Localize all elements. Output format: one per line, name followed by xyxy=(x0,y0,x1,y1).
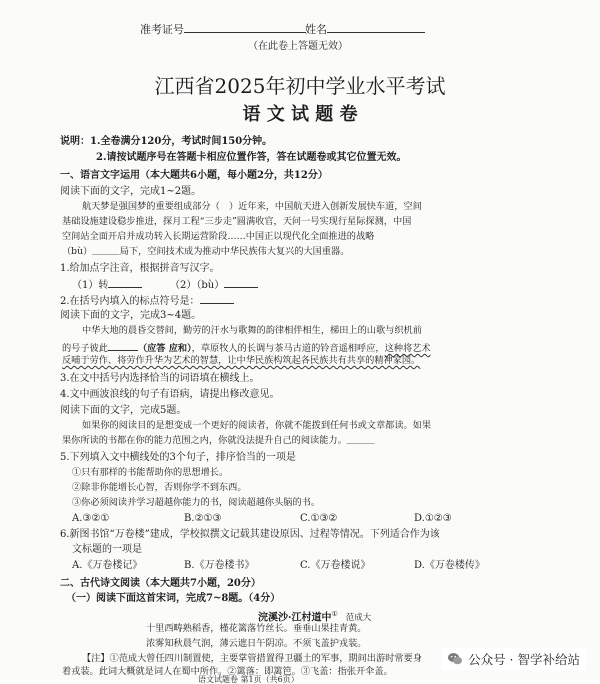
answer-blank xyxy=(108,277,142,288)
instructions-label: 说明： xyxy=(60,136,90,147)
wechat-watermark xyxy=(441,648,586,670)
question-4: 4.文中画波浪线的句子有语病，请提出修改意见。 xyxy=(60,389,280,400)
q5-choice-c: C.①③② xyxy=(300,513,338,524)
question-6: 6.新图书馆“万卷楼”建成，学校拟撰文记载其建设原因、过程等情况。下列适合作为该 xyxy=(60,529,440,540)
section1-heading: 一、语言文字运用（本大题共6小题，每小题2分，共12分） xyxy=(60,170,328,181)
admission-number-row xyxy=(140,21,306,37)
passage2-line: 中华大地的晨昏交替间，勤劳的汗水与歌舞的韵律相伴相生，梯田上的山歌与织机前 xyxy=(82,325,422,336)
passage2-line xyxy=(62,355,420,367)
poem-note: 【注】①范成大曾任四川制置使，主要掌管措置得卫疆土的军事，期间出游时常要身 xyxy=(82,653,422,664)
section2-subheading: （一）阅读下面这首宋词，完成7~8题。（4分） xyxy=(66,593,281,604)
passage1-line: 航天梦是强国梦的重要组成部分（ ）近年来，中国航天进入创新发展快车道，空间 xyxy=(82,201,422,212)
poem-line: 十里西畴熟稻香，槿花篱落竹丝长。垂垂山果挂青黄。 xyxy=(146,623,367,634)
read-instruction-3: 阅读下面的文字，完成5题。 xyxy=(60,405,187,416)
poem-footnote-mark: ① xyxy=(331,610,338,618)
exam-subtitle: 语 文 试 题 卷 xyxy=(242,104,358,125)
passage1-line: 基础设施建设稳步推进，探月工程“三步走”圆满收官，天问一号实现行星际探测，中国 xyxy=(62,216,412,227)
exam-title: 江西省2025年初中学业水平考试 xyxy=(154,74,446,98)
question-5: 5.下列填入文中横线处的3个句子，排序恰当的一项是 xyxy=(60,452,296,463)
name-blank xyxy=(327,21,425,33)
poem-line: 浓雾知秋晨气润，薄云遮日午阴凉。不须飞盖护戎装。 xyxy=(146,638,367,649)
q6-choice-d: D.《万卷楼传》 xyxy=(414,560,485,571)
question-1a-label: （1）转 xyxy=(72,280,109,291)
question-1b xyxy=(170,277,258,292)
instruction-1-text: 1.全卷满分120分，考试时间150分钟。 xyxy=(90,136,273,147)
q5-choice-b: B.②①③ xyxy=(184,513,222,524)
question-1b-label: （2）（bù） xyxy=(170,280,225,291)
q5-choice-d: D.①②③ xyxy=(414,513,452,524)
poem-author: 范成大 xyxy=(345,613,372,624)
read-instruction-2: 阅读下面的文字，完成3~4题。 xyxy=(60,310,202,321)
answer-notice: （在此卷上答题无效） xyxy=(248,41,348,52)
word-choice: （应答 应和） xyxy=(137,343,192,354)
watermark-text: 公众号 · 智学补给站 xyxy=(468,652,580,667)
read-instruction-1: 阅读下面的文字，完成1~2题。 xyxy=(60,186,202,197)
answer-blank xyxy=(108,340,138,351)
wechat-icon xyxy=(447,651,463,667)
passage3-line: 如果你的阅读目的是想变成一个更好的阅读者，你就不能拨到任何书或文章都读。如果 xyxy=(82,420,432,431)
name-row xyxy=(305,21,425,37)
q6-choice-c: C.《万卷楼说》 xyxy=(300,560,371,571)
q5-option: ③你必须阅读并学习超越你能力的书，阅读超越你头脑的书。 xyxy=(72,497,321,508)
answer-blank xyxy=(200,293,234,304)
q6-choice-a: A.《万卷楼记》 xyxy=(72,560,143,571)
wavy-sentence: 这种将艺术 xyxy=(384,343,431,354)
poem-note: 着戎装。此词大概就是词人在蜀中所作。②篱落：即篱笆。③飞盖：指张开伞盖。 xyxy=(62,666,393,677)
wavy-sentence: 反哺于劳作、将劳作升华为艺术的智慧，让中华民族构筑起各民族共有共享的精神家园。 xyxy=(62,355,421,366)
passage1-line: （bù）＿＿＿局下，空间技术成为推动中华民族伟大复兴的大国重器。 xyxy=(62,246,350,257)
question-2 xyxy=(60,293,234,308)
question-2-label: 2.在括号内填入的标点符号是： xyxy=(60,296,200,307)
answer-blank xyxy=(224,277,258,288)
question-1a xyxy=(72,277,142,292)
admission-blank xyxy=(184,21,306,33)
q5-choice-a: A.③②① xyxy=(72,513,110,524)
name-label: 姓名 xyxy=(305,23,327,36)
q5-option: ②除非你能增长心智，否则你学不到东西。 xyxy=(72,482,247,493)
passage1-line: 空间站全面开启并成功转入长期运营阶段……中国正以现代化全面推进的战略 xyxy=(62,231,375,242)
passage2-line xyxy=(62,340,431,355)
question-1: 1.给加点字注音，根据拼音写汉字。 xyxy=(60,263,220,274)
instruction-2: 2.请按试题序号在答题卡相应位置作答，答在试题卷或其它位置无效。 xyxy=(96,152,407,163)
passage2-text: ，草原牧人的长调与茶马古道的铃音遥相呼应， xyxy=(191,343,385,354)
section2-heading: 二、古代诗文阅读（本大题共7小题，20分） xyxy=(60,578,261,589)
question-6-cont: 文标题的一项是 xyxy=(72,544,142,555)
passage3-line: 果你所读的书都在你的能力范围之内，你就没法提升自己的阅读能力。＿＿＿ xyxy=(62,435,375,446)
poem-title: 浣溪沙·江村道中 xyxy=(258,612,332,624)
q5-option: ①只有那样的书能帮助你的思想增长。 xyxy=(72,467,229,478)
question-3: 3.在文中括号内选择恰当的词语填在横线上。 xyxy=(60,373,260,384)
page-footer: 语文试题卷 第1页（共6页） xyxy=(198,675,299,684)
instruction-1 xyxy=(60,135,272,148)
passage2-text: 的号子彼此 xyxy=(62,343,108,354)
q6-choice-b: B.《万卷楼书》 xyxy=(184,560,255,571)
admission-label: 准考证号 xyxy=(140,23,184,36)
